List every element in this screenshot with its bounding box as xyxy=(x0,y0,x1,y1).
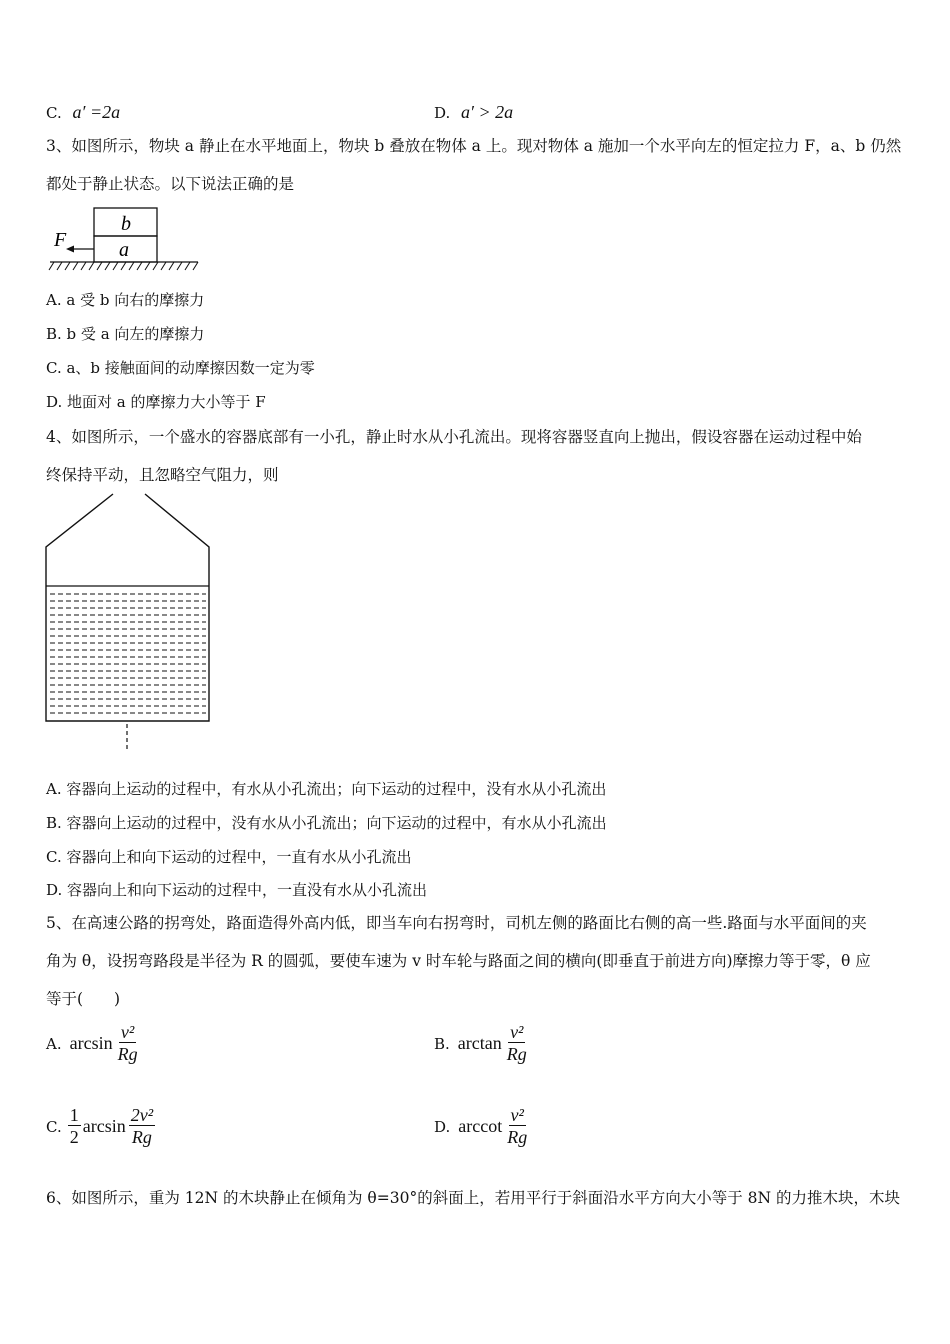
fraction-numerator: v² xyxy=(510,1105,524,1125)
q3-figure-blocks xyxy=(46,204,206,276)
q4-option-c: C. 容器向上和向下运动的过程中，一直有水从小孔流出 xyxy=(46,848,412,866)
q3-option-c: C. a、b 接触面间的动摩擦因数一定为零 xyxy=(46,359,315,377)
q5-option-b-func: arctan xyxy=(457,1033,502,1053)
fraction-numerator: 2v² xyxy=(130,1105,154,1125)
q3-stem-line2: 都处于静止状态。以下说法正确的是 xyxy=(46,175,295,193)
q3-stem-line1: 3、如图所示，物块 a 静止在水平地面上，物块 b 叠放在物体 a 上。现对物体 a 施加一个水平向左的恒定拉力 F，a、b 仍然 xyxy=(46,137,902,155)
q5-option-c-func: arcsin xyxy=(82,1116,126,1136)
q5-option-d-func: arccot xyxy=(458,1116,503,1136)
fraction-denominator: Rg xyxy=(131,1127,152,1147)
force-label: F xyxy=(54,229,67,251)
q5-option-c-coefficient xyxy=(68,1105,81,1148)
q5-option-b-fraction xyxy=(505,1022,529,1065)
q4-stem-line2: 终保持平动，且忽略空气阻力，则 xyxy=(46,466,279,484)
block-b-label: b xyxy=(121,213,131,235)
block-a-label: a xyxy=(119,239,129,261)
q5-option-a xyxy=(46,1022,140,1065)
q5-option-d xyxy=(434,1105,529,1148)
q6-stem-line1: 6、如图所示，重为 12N 的木块静止在倾角为 θ=30°的斜面上，若用平行于斜面沿水平方向大小等于 8N 的力推木块，木块 xyxy=(46,1189,901,1207)
q5-option-c-fraction xyxy=(129,1105,155,1148)
arrowhead-icon xyxy=(66,246,74,253)
q5-option-c xyxy=(46,1105,155,1148)
fraction-denominator: Rg xyxy=(507,1127,528,1147)
q2-option-c xyxy=(46,102,120,123)
q3-option-a: A. a 受 b 向右的摩擦力 xyxy=(46,291,205,309)
water-fill xyxy=(50,594,206,713)
q5-stem-line1: 5、在高速公路的拐弯处，路面造得外高内低，即当车向右拐弯时，司机左侧的路面比右侧的高一些.路面与水平面间的夹 xyxy=(46,914,867,932)
coefficient-denominator: 2 xyxy=(69,1127,79,1147)
q2-option-d-label: D. xyxy=(434,104,451,122)
q5-option-d-label: D. xyxy=(434,1117,451,1136)
q4-option-b: B. 容器向上运动的过程中，没有水从小孔流出；向下运动的过程中，有水从小孔流出 xyxy=(46,814,607,832)
q4-stem-line1: 4、如图所示，一个盛水的容器底部有一小孔，静止时水从小孔流出。现将容器竖直向上抛出，假设容器在运动过程中始 xyxy=(46,428,862,446)
ground-hatching xyxy=(49,262,198,270)
q2-option-d-expr: a′ > 2a xyxy=(461,102,514,122)
q2-option-d xyxy=(434,102,513,123)
q4-option-d: D. 容器向上和向下运动的过程中，一直没有水从小孔流出 xyxy=(46,881,428,899)
coefficient-numerator: 1 xyxy=(69,1105,79,1125)
q5-option-d-fraction xyxy=(505,1105,529,1148)
q2-option-c-expr: a′ =2a xyxy=(72,102,121,122)
q2-option-c-label: C. xyxy=(46,104,62,122)
q5-option-c-label: C. xyxy=(46,1117,62,1136)
fraction-numerator: v² xyxy=(510,1022,524,1042)
q3-option-b: B. b 受 a 向左的摩擦力 xyxy=(46,325,205,343)
q5-option-b-label: B. xyxy=(434,1034,450,1053)
fraction-denominator: Rg xyxy=(117,1044,138,1064)
fraction-denominator: Rg xyxy=(506,1044,527,1064)
q5-stem-line2: 角为 θ，设拐弯路段是半径为 R 的圆弧，要使车速为 v 时车轮与路面之间的横向(即垂直于前进方向)摩擦力等于零，θ 应 xyxy=(46,952,871,970)
q5-option-a-label: A. xyxy=(46,1034,62,1053)
q5-option-a-func: arcsin xyxy=(69,1033,113,1053)
q5-option-b xyxy=(434,1022,529,1065)
q5-stem-line3: 等于( ) xyxy=(46,990,121,1008)
q3-option-d: D. 地面对 a 的摩擦力大小等于 F xyxy=(46,393,266,411)
q4-option-a: A. 容器向上运动的过程中，有水从小孔流出；向下运动的过程中，没有水从小孔流出 xyxy=(46,780,607,798)
fraction-numerator: v² xyxy=(120,1022,135,1042)
q5-option-a-fraction xyxy=(116,1022,140,1065)
q4-figure-container xyxy=(40,488,220,756)
